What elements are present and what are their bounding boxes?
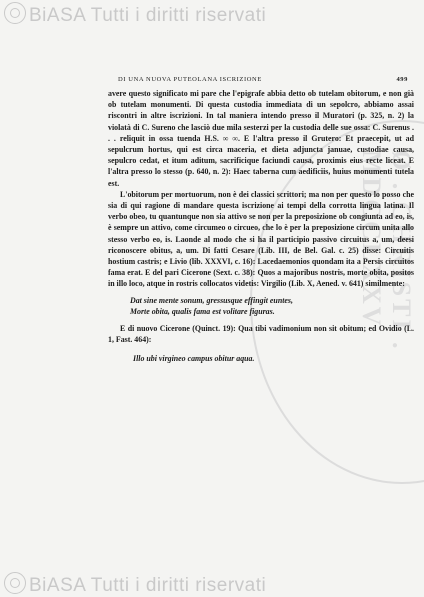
paragraph-2: L'obitorum per mortuorum, non è dei classici scrittori; ma non per questo lo posso che sia di qui ragione di mandare questa iscrizione ai tempi della corrotta lingua latina. Il verbo obeo, tu quantunque non sia attivo se non per la preposizione ob congiunta ad eo, is, è sempre un attivo, come circumeo o circueo, che lo è per la preposizione circum unita allo stesso verbo eo, is. Laonde al modo che si ha il participio passivo circuitus a, um, deesi riconoscere obitus, a, um. Di fatti Cesare (Lib. III, de Bel. Gal. c. 25) disse: Circuitis hostium castris; e Livio (lib. XXXVI, c. 16): Lacedaemonios quondam ita a Persis circuitos fama erat. E del pari Cicerone (Sext. c. 38): Quos a majoribus nostris, morte obita, positos in illo loco, atque in rostris collocatos videtis: Virgilio (Lib. X, Aened. v. 641) similmente: <box>108 189 414 289</box>
page-number: 499 <box>396 76 408 83</box>
running-title: DI UNA NUOVA PUTEOLANA ISCRIZIONE <box>118 76 262 83</box>
verse-line-1: Dat sine mente sonum, gressusque effingit euntes, <box>130 295 293 305</box>
running-header <box>118 76 408 86</box>
biasa-logo-icon <box>4 2 26 24</box>
paragraph-3: E di nuovo Cicerone (Quinct. 19): Qua tibi vadimonium non sit obitum; ed Ovidio (L. 1, Fast. 464): <box>108 324 414 345</box>
watermark-top <box>4 2 266 27</box>
watermark-bottom <box>4 572 266 597</box>
paragraph-1: avere questo significato mi pare che l'epigrafe abbia detto ob tutelam obitorum, e non già ob tutelam monumenti. Di questa custodia immediata di un sepolcro, abbiamo assai riscontri in altre iscrizioni. In tal maniera intendo presso il Muratori (p. 325, n. 2) la violatà di C. Sureno che lasciò due mila sesterzi per la custodia delle sue ossa: C. Surenus . . . reliquit in ossa tuenda H.S. ∞ ∞. E l'altra presso il Grutero: Et praecepit, ut ad sepulcrum hortus, qui est circa maceria, et dieta adjuncta januae, custodiae causa, sepulcro cedat, et itum aditum, sacrificique faciundi causa, proximis eius recte liceat. E l'altra presso lo stesso (p. 640, n. 2): Haec taberna cum aedificiis, huius monumenti tutela est. <box>108 89 414 188</box>
verse-line-3: Illo ubi virgineo campus obitur aqua. <box>133 354 255 364</box>
watermark-top-text: BiASA Tutti i diritti riservati <box>29 5 267 26</box>
biasa-logo-icon <box>4 572 26 594</box>
verse-line-2: Morte obita, qualis fama est volitare figuras. <box>130 306 275 316</box>
watermark-bottom-text: BiASA Tutti i diritti riservati <box>29 575 267 596</box>
library-seal-text: Ø . CHRISTI . MDCCLXXV <box>357 150 416 352</box>
body-text <box>108 88 414 365</box>
